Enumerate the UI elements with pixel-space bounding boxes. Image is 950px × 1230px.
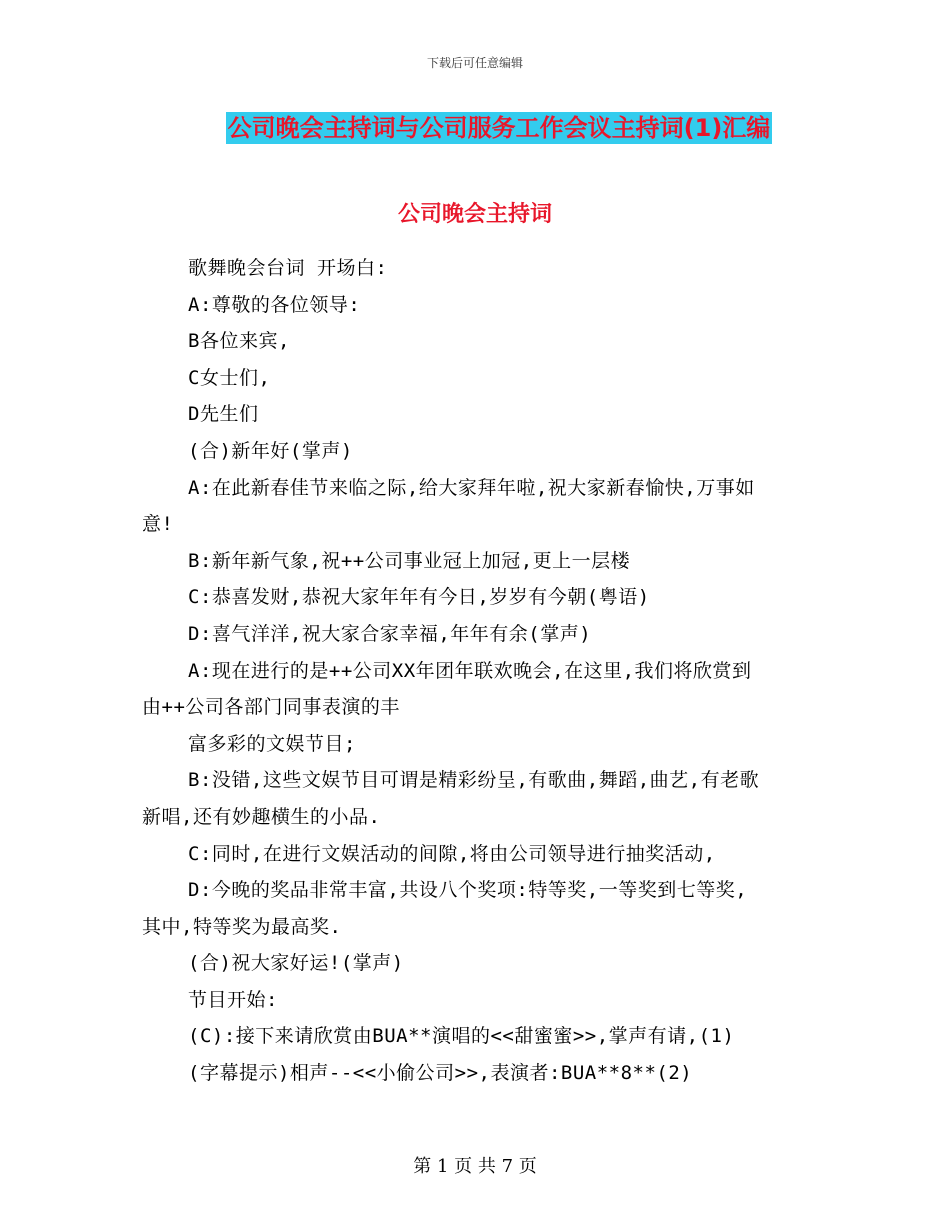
section-title: 公司晚会主持词: [397, 202, 552, 227]
body-line: (合)新年好(掌声): [188, 439, 353, 462]
body-line: 由++公司各部门同事表演的丰: [142, 696, 400, 719]
body-line: (字幕提示)相声--<<小偷公司>>,表演者:BUA**8**(2): [188, 1062, 693, 1085]
body-line: (合)祝大家好运!(掌声): [188, 952, 404, 975]
body-line: A:在此新春佳节来临之际,给大家拜年啦,祝大家新春愉快,万事如: [188, 476, 755, 499]
body-line: 歌舞晚会台词 开场白:: [188, 257, 388, 279]
body-line: 节目开始:: [188, 988, 278, 1011]
body-line: (C):接下来请欣赏由BUA**演唱的<<甜蜜蜜>>,掌声有请,(1): [188, 1025, 735, 1048]
document-body: [142, 250, 810, 1092]
main-title-container: [0, 112, 950, 144]
body-line: C:恭喜发财,恭祝大家年年有今日,岁岁有今朝(粤语): [188, 586, 650, 609]
body-line: A:现在进行的是++公司XX年团年联欢晚会,在这里,我们将欣赏到: [188, 659, 752, 682]
body-line: B:新年新气象,祝++公司事业冠上加冠,更上一层楼: [188, 549, 631, 572]
header-note: 下载后可任意编辑: [426, 56, 523, 70]
body-line: C女士们,: [188, 366, 271, 389]
body-line: D:今晚的奖品非常丰富,共设八个奖项:特等奖,一等奖到七等奖,: [188, 879, 748, 902]
body-line: 新唱,还有妙趣横生的小品.: [142, 805, 381, 828]
body-line: D先生们: [188, 403, 259, 426]
body-line: 其中,特等奖为最高奖.: [142, 915, 342, 938]
body-line: B各位来宾,: [188, 330, 290, 353]
main-title: 公司晚会主持词与公司服务工作会议主持词(1)汇编: [227, 114, 771, 142]
body-line: D:喜气洋洋,祝大家合家幸福,年年有余(掌声): [188, 622, 592, 645]
body-line: B:没错,这些文娱节目可谓是精彩纷呈,有歌曲,舞蹈,曲艺,有老歌: [188, 769, 760, 792]
page-number: 第 1 页 共 7 页: [413, 1156, 537, 1177]
body-line: A:尊敬的各位领导:: [188, 293, 361, 316]
body-line: 意!: [142, 513, 174, 536]
body-line: C:同时,在进行文娱活动的间隙,将由公司领导进行抽奖活动,: [188, 842, 716, 865]
body-line: 富多彩的文娱节目;: [188, 732, 356, 755]
